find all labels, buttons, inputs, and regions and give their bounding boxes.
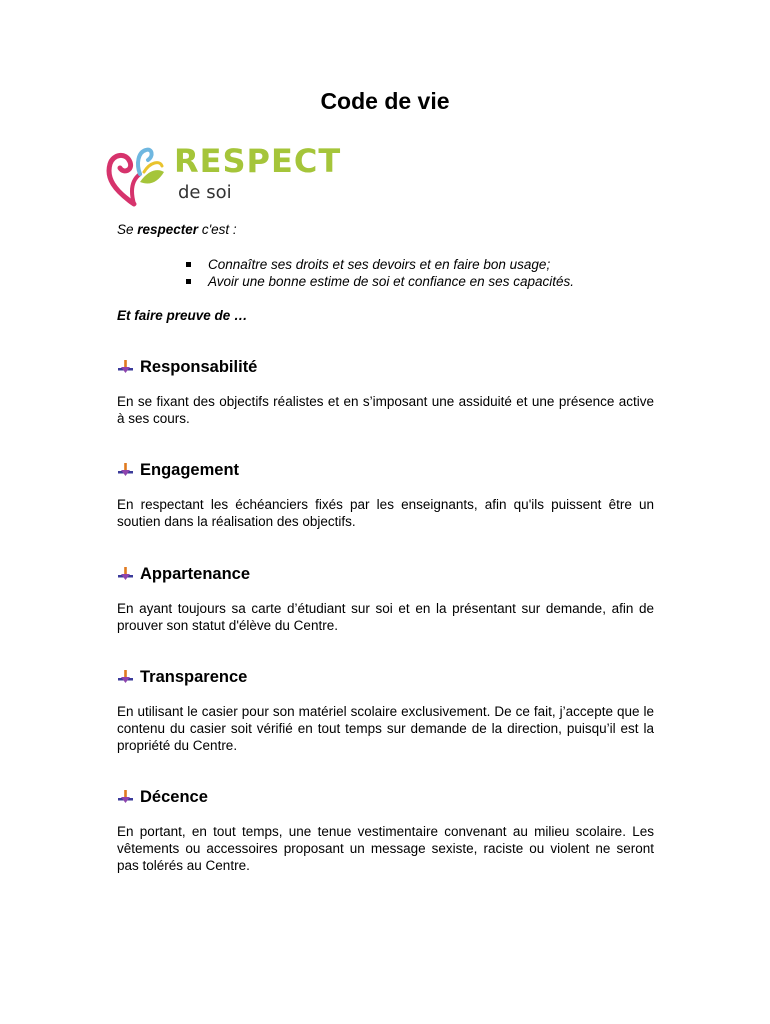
down-arrow-icon (117, 669, 134, 686)
lead-line: Et faire preuve de … (117, 308, 248, 323)
section-appartenance (117, 563, 654, 634)
respect-logo-mark-icon (104, 142, 174, 212)
intro-bold: respecter (137, 222, 199, 237)
intro-prefix: Se (117, 222, 138, 237)
section-title: Responsabilité (140, 357, 258, 376)
respect-logo (104, 142, 342, 212)
section-body: En portant, en tout temps, une tenue vestimentaire convenant au milieu scolaire. Les vêtements ou accessoires proposant un message sexiste, raciste ou violent ne seront pas tolérés au Centre. (117, 824, 654, 873)
section-transparence (117, 666, 654, 754)
square-bullet-icon (186, 262, 191, 267)
list-item: Avoir une bonne estime de soi et confiance en ses capacités. (186, 273, 574, 290)
section-responsabilite (117, 356, 654, 427)
section-body: En ayant toujours sa carte d’étudiant sur soi et en la présentant sur demande, afin de prouver son statut d'élève du Centre. (117, 601, 654, 633)
bullet-list (186, 256, 574, 290)
down-arrow-icon (117, 462, 134, 479)
section-body: En utilisant le casier pour son matériel scolaire exclusivement. De ce fait, j’accepte que le contenu du casier soit vérifié en tout temps sur demande de la direction, puisqu’il est la propriété du Centre. (117, 704, 654, 753)
intro-suffix: c'est : (198, 222, 237, 237)
section-title: Appartenance (140, 564, 251, 583)
page-title: Code de vie (320, 88, 450, 114)
intro-line (117, 222, 237, 237)
logo-wordmark: RESPECT (174, 142, 342, 180)
square-bullet-icon (186, 279, 191, 284)
section-decence (117, 786, 654, 874)
section-engagement (117, 459, 654, 530)
list-item: Connaître ses droits et ses devoirs et en faire bon usage; (186, 256, 574, 273)
section-title: Décence (140, 787, 208, 806)
section-title: Transparence (140, 667, 248, 686)
section-body: En respectant les échéanciers fixés par les enseignants, afin qu'ils puissent être un soutien dans la réalisation des objectifs. (117, 497, 654, 529)
down-arrow-icon (117, 789, 134, 806)
down-arrow-icon (117, 359, 134, 376)
section-body: En se fixant des objectifs réalistes et en s’imposant une assiduité et une présence active à ses cours. (117, 394, 654, 426)
down-arrow-icon (117, 566, 134, 583)
logo-subtitle: de soi (178, 182, 232, 203)
section-title: Engagement (140, 460, 240, 479)
